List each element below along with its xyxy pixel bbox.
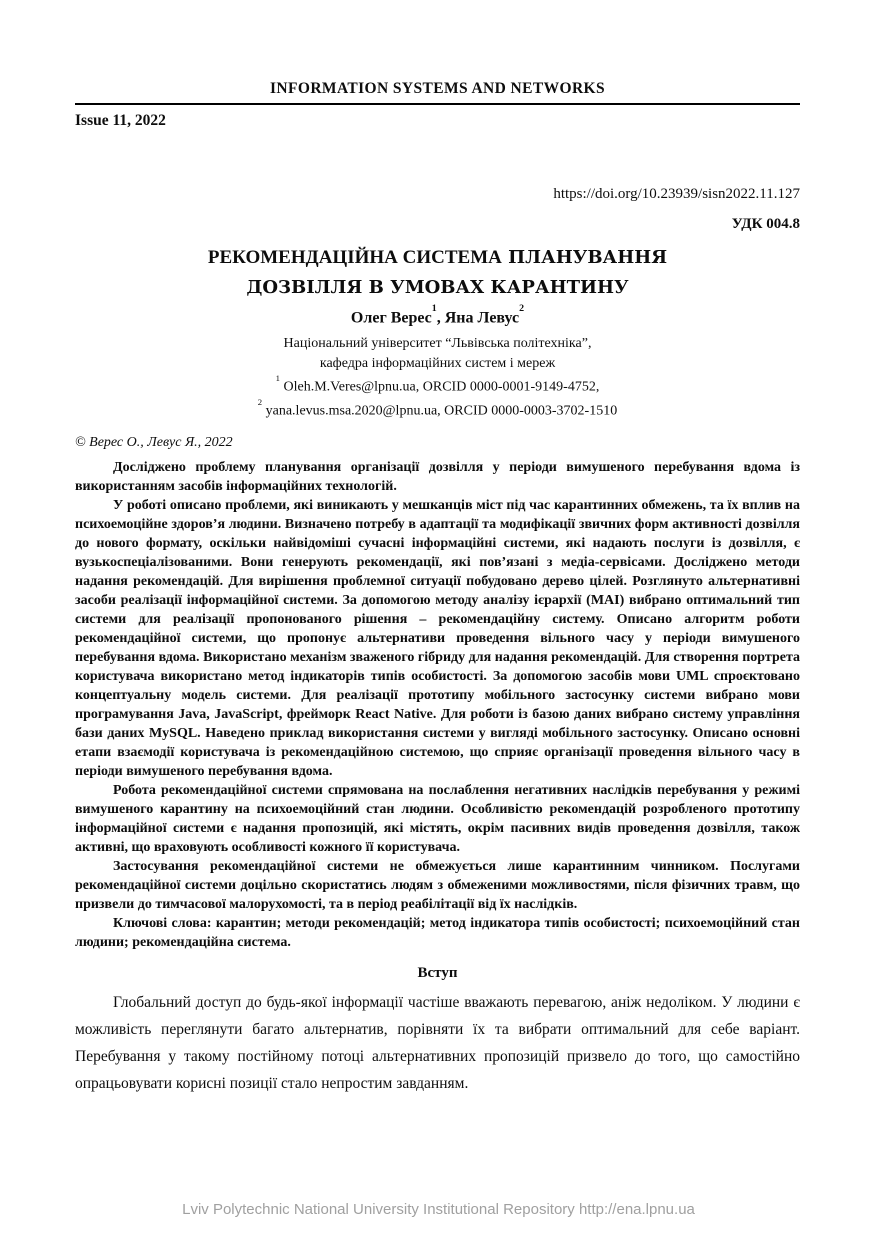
affiliation-department: кафедра інформаційних систем і мереж: [319, 355, 556, 371]
journal-title: INFORMATION SYSTEMS AND NETWORKS: [269, 80, 606, 97]
section-heading-intro: Вступ: [417, 964, 458, 981]
affil-marker-1: 1: [275, 372, 281, 383]
article-title-line2: [75, 273, 800, 303]
title-part-heavy: ПЛАНУВАННЯ: [508, 247, 668, 268]
author-affil-marker-2: 2: [519, 302, 525, 314]
intro-paragraph: Глобальний доступ до будь-якої інформації частіше вважають перевагою, аніж недоліком. У людини є можливість переглянути багато альтернатив, порівняти їх та вибрати оптимальний для себе варіант. Перебування у такому постійному потоці альтернативних пропозицій призвело до того, що самостійно опрацьовувати корисні позиції стало непростим завданням.: [75, 993, 800, 1092]
abstract-paragraph: Досліджено проблему планування організації дозвілля у періоди вимушеного перебування вдома із використанням засобів інформаційних технологій.: [75, 459, 800, 494]
title-part-normal: РЕКОМЕНДАЦІЙНА СИСТЕМА: [207, 247, 502, 268]
title-part-heavy-line2: ДОЗВІЛЛЯ В УМОВАХ КАРАНТИНУ: [246, 277, 629, 298]
affiliation-university: Національний університет “Львівська політехніка”,: [283, 336, 592, 352]
issue-label: Issue 11, 2022: [75, 112, 166, 129]
authors-line: [75, 302, 800, 327]
abstract-paragraph: Робота рекомендаційної системи спрямована на послаблення негативних наслідків перебування у режимі вимушеного карантину на психоемоційний стан людини. Особливістю рекомендацій розробленого прототипу інформаційної системи є надання пропозицій, які містять, окрім пасивних видів проведення дозвілля, також активні, що враховують особливості кожного її користувача.: [75, 782, 800, 855]
affiliation-email-2: [75, 397, 800, 421]
copyright-line: © Верес О., Левус Я., 2022: [75, 434, 233, 450]
abstract-paragraph: У роботі описано проблеми, які виникають у мешканців міст під час карантинних обмежень, та їх вплив на психоемоційне здоров’я людини. Визначено потребу в адаптації та модифікації звичних форм активності дозвілля до нового формату, оскільки найвідоміші сучасні інформаційні системи, які надають послуги із дозвілля, є вузькоспеціалізованими. Вони генерують рекомендації, які пов’язані з медіа-сервісами. Досліджено методи надання рекомендацій. Для вирішення проблемної ситуації побудовано дерево цілей. Розглянуто альтернативні засоби реалізації інформаційної системи. За допомогою методу аналізу ієрархії (МАІ) вибрано оптимальний тип системи для реалізації пропонованого рішення – рекомендаційну систему. Описано алгоритм роботи рекомендаційної системи, що пропонує альтернативи проведення вільного часу у періоди вимушеного перебування вдома. Використано механізм зваженого гібриду для надання рекомендацій. Для створення портрета користувача використано метод індикаторів типів особистості. За допомогою засобів мови UML спроєктовано концептуальну модель системи. Для реалізації прототипу мобільного застосунку системи вибрано мови програмування Java, JavaScript, фрейморк React Native. Для роботи із базою даних вибрано систему управління бази даних MySQL. Наведено приклад використання системи у вигляді мобільного застосунку. Описано основні етапи взаємодії користувача із рекомендаційною системою, що сприяє організації проведення вільного часу в періоди вимушеного перебування вдома.: [75, 497, 800, 779]
header-rule: [75, 103, 800, 105]
authors-separator: ,: [436, 309, 445, 327]
article-title-line1: [75, 243, 800, 273]
author-affil-marker-1: 1: [431, 302, 437, 314]
affil-email-text-2: yana.levus.msa.2020@lpnu.ua, ORCID 0000-0003-3702-1510: [262, 404, 618, 420]
intro-section: [75, 989, 800, 1097]
affiliation-email-1: [75, 373, 800, 397]
doi-text: https://doi.org/10.23939/sisn2022.11.127: [553, 186, 800, 202]
author-name-2: Яна Левус: [444, 309, 520, 327]
udc-code: УДК 004.8: [731, 216, 800, 232]
affil-marker-2: 2: [257, 396, 263, 407]
abstract-block: [75, 458, 800, 952]
affiliation-block: [75, 334, 800, 421]
repository-footer: Lviv Polytechnic National University Institutional Repository http://ena.lpnu.ua: [182, 1201, 695, 1218]
article-title: [75, 243, 800, 303]
author-name-1: Олег Верес: [350, 309, 432, 327]
keywords-paragraph: Ключові слова: карантин; методи рекомендацій; метод індикатора типів особистості; психоемоційний стан людини; рекомендаційна система.: [75, 915, 800, 950]
affil-email-text-1: Oleh.M.Veres@lpnu.ua, ORCID 0000-0001-9149-4752,: [280, 379, 600, 395]
abstract-paragraph: Застосування рекомендаційної системи не обмежується лише карантинним чинником. Послугами рекомендаційної системи доцільно скористатись людям з обмеженими можливостями, після фізичних травм, що призвели до тимчасової малорухомості, та в період реабілітації від їх наслідків.: [75, 858, 800, 912]
